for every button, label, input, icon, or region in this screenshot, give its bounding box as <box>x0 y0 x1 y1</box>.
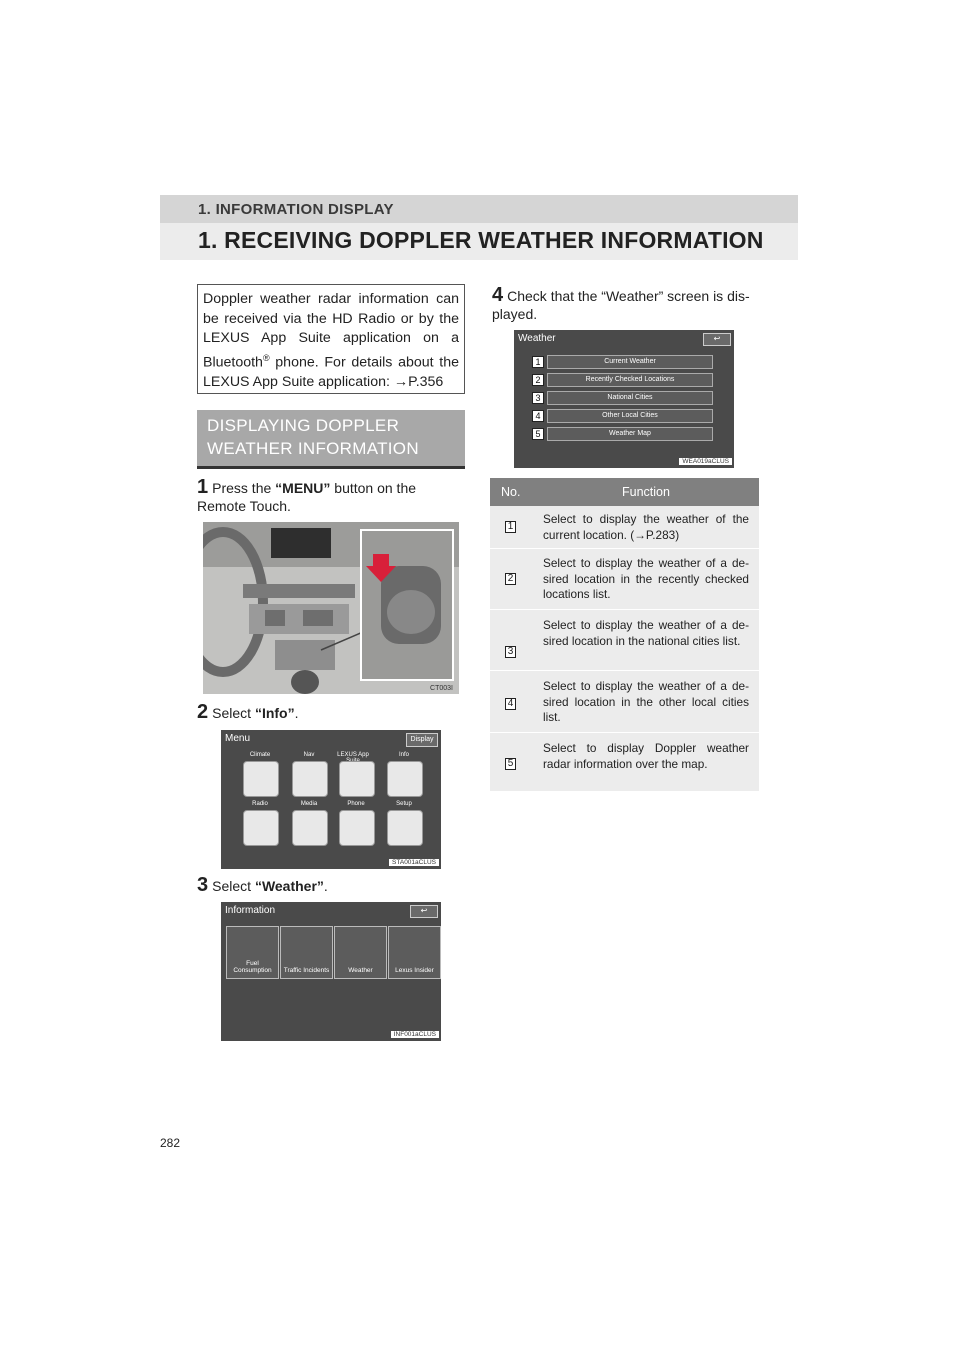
recently-checked-button[interactable]: Recently Checked Locations <box>547 373 713 387</box>
step-number: 4 <box>492 284 504 306</box>
function-table <box>490 478 759 792</box>
page-title: 1. RECEIVING DOPPLER WEATHER INFORMATION <box>198 227 764 253</box>
other-local-cities-button[interactable]: Other Local Cities <box>547 409 713 423</box>
setup-gear-icon[interactable] <box>387 810 423 846</box>
arrow-glyph: → <box>393 373 409 390</box>
step-text: Select <box>212 705 255 721</box>
current-weather-button[interactable]: Current Weather <box>547 355 713 369</box>
tile-label: Weather <box>348 967 373 974</box>
tile-label-climate: Climate <box>249 752 271 758</box>
row-number: 5 <box>505 758 516 770</box>
tile-label-radio: Radio <box>252 801 268 807</box>
intro-text-2: phone. For details about the LEXUS App Suite application: <box>203 354 459 390</box>
weather-tile[interactable] <box>334 926 387 979</box>
step-number: 3 <box>197 874 209 896</box>
step-text: . <box>294 705 299 721</box>
column-header-function: Function <box>622 485 670 499</box>
step-keyword: “Weather” <box>254 878 324 894</box>
tile-label: Fuel Consumption <box>233 960 272 974</box>
row-text: Select to display the weather of a de-sired location in the other local cities list. <box>543 679 749 724</box>
back-icon[interactable]: ↩ <box>703 333 731 346</box>
table-header <box>490 478 759 506</box>
callout-number: 4 <box>532 410 544 422</box>
tile-label-app-suite: LEXUS App <box>337 752 369 758</box>
row-text: Select to display Doppler weather radar information over the map. <box>543 741 749 771</box>
national-cities-button[interactable]: National Cities <box>547 391 713 405</box>
intro-text-1: Doppler weather radar information can be received via the HD Radio or by the LEXUS App Suite application on a <box>203 291 459 346</box>
section-title: 1. INFORMATION DISPLAY <box>198 201 394 218</box>
callout-number: 5 <box>532 428 544 440</box>
table-row <box>490 506 759 549</box>
cockpit-photo <box>203 522 459 694</box>
step-number: 2 <box>197 701 209 723</box>
step-keyword: “MENU” <box>275 480 331 496</box>
screen-title: Information <box>225 905 276 916</box>
intro-box <box>197 284 465 394</box>
step-3 <box>197 876 328 895</box>
page-reference[interactable]: P.356 <box>408 373 444 390</box>
row-number: 3 <box>505 646 516 658</box>
callout-number: 2 <box>532 374 544 386</box>
row-text: Select to display the weather of the current location. (→P.283) <box>543 512 749 542</box>
screen-title: Menu <box>225 733 251 744</box>
cockpit-illustration <box>203 522 459 694</box>
tile-label-phone: Phone <box>347 801 365 807</box>
subsection-heading <box>197 410 465 469</box>
table-row <box>490 733 759 792</box>
back-icon[interactable]: ↩ <box>410 905 438 918</box>
traffic-incidents-tile[interactable] <box>280 926 333 979</box>
climate-icon[interactable] <box>243 761 279 797</box>
row-number: 1 <box>505 521 516 533</box>
lexus-logo-icon[interactable] <box>339 761 375 797</box>
weather-screen <box>514 330 734 468</box>
photo-code: CT003I <box>430 685 453 692</box>
intro-bluetooth: Bluetooth <box>203 354 263 371</box>
screen-title: Weather <box>518 333 556 344</box>
row-number: 2 <box>505 573 516 585</box>
radio-tower-icon[interactable] <box>243 810 279 846</box>
step-text: Check that the “Weather” screen is dis-played. <box>492 288 750 322</box>
tile-label: Traffic Incidents <box>283 967 330 974</box>
figure-code: STA001aCLUS <box>389 859 439 866</box>
registered-mark: ® <box>262 352 270 363</box>
row-text: Select to display the weather of a de-sired location in the national cities list. <box>543 618 749 648</box>
callout-number: 1 <box>532 356 544 368</box>
callout-number: 3 <box>532 392 544 404</box>
step-number: 1 <box>197 476 209 498</box>
tile-label: Lexus Insider <box>395 967 434 974</box>
row-number: 4 <box>505 698 516 710</box>
information-screen <box>221 902 441 1041</box>
phone-icon[interactable] <box>339 810 375 846</box>
figure-code: INF001aCLUS <box>391 1031 439 1038</box>
subsection-heading-line2: WEATHER INFORMATION <box>207 439 419 458</box>
tile-label-media: Media <box>300 801 318 807</box>
menu-screen <box>221 730 441 869</box>
figure-code: WEA019aCLUS <box>679 458 732 465</box>
step-text: button on the Remote Touch. <box>197 480 417 514</box>
tile-label-nav: Nav <box>303 752 315 758</box>
info-icon[interactable] <box>387 761 423 797</box>
page-title-band <box>160 223 798 260</box>
tile-label-info: Info <box>398 752 409 758</box>
page-number: 282 <box>160 1136 181 1150</box>
lexus-insider-tile[interactable] <box>388 926 441 979</box>
step-keyword: “Info” <box>254 705 295 721</box>
subsection-heading-line1: DISPLAYING DOPPLER <box>207 416 400 435</box>
table-row <box>490 671 759 733</box>
music-note-icon[interactable] <box>292 810 328 846</box>
nav-icon[interactable] <box>292 761 328 797</box>
row-text: Select to display the weather of a de-sired location in the recently checked locations list. <box>543 556 749 601</box>
tile-label-setup: Setup <box>396 801 412 807</box>
step-text: Press the <box>212 480 276 496</box>
step-1 <box>197 478 467 515</box>
display-button[interactable]: Display <box>406 733 438 747</box>
section-header <box>160 195 798 223</box>
table-row <box>490 549 759 610</box>
column-header-no: No. <box>501 485 521 499</box>
step-2 <box>197 703 298 722</box>
step-4 <box>492 286 762 323</box>
step-text: . <box>323 878 328 894</box>
fuel-consumption-tile[interactable] <box>226 926 279 979</box>
table-row <box>490 610 759 671</box>
weather-map-button[interactable]: Weather Map <box>547 427 713 441</box>
step-text: Select <box>212 878 255 894</box>
